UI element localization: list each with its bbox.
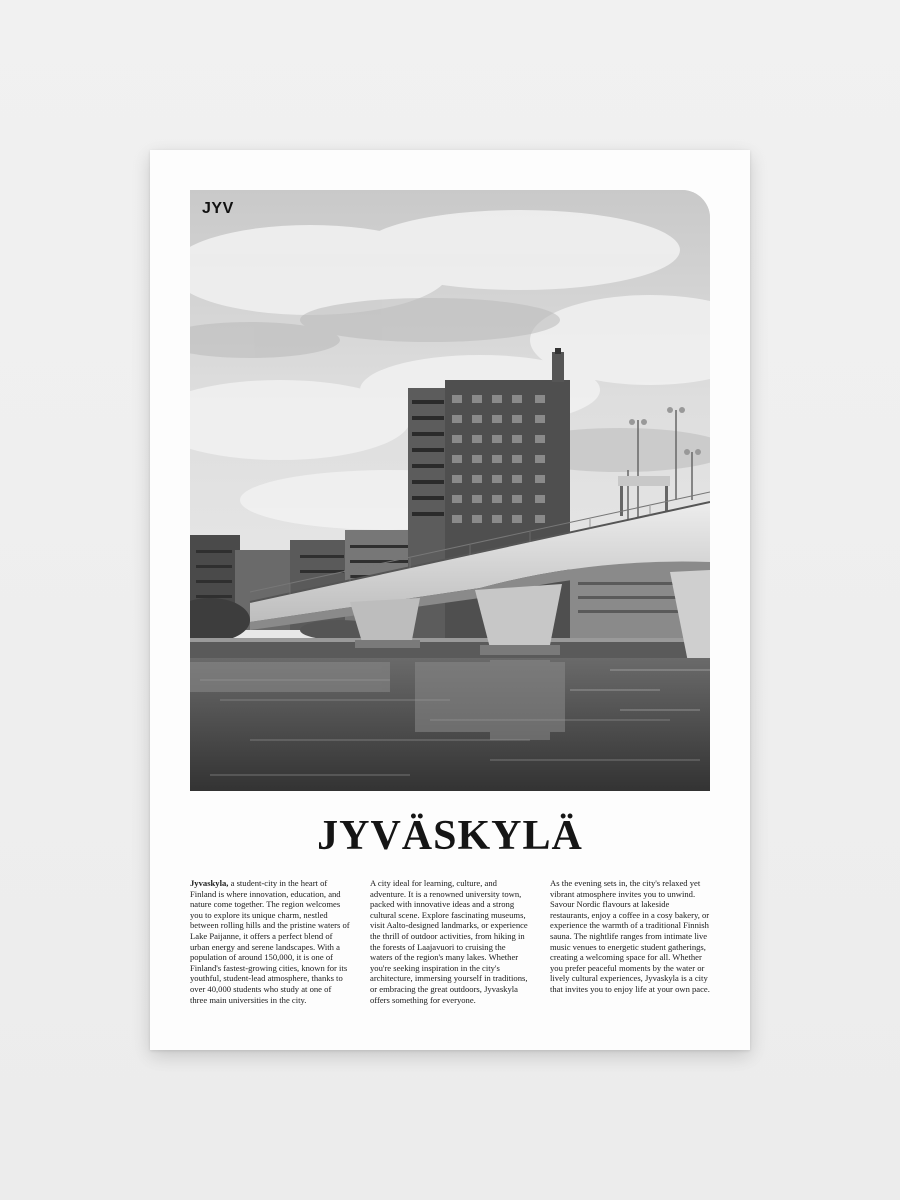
description-column-1	[190, 878, 350, 1005]
column-text: As the evening sets in, the city's relaxed yet vibrant atmosphere invites you to unwind. Savour Nordic flavours at lakeside restaurants, enjoy a coffee in a cosy bakery, or experience the warmth of a traditional Finnish sauna. The nightlife ranges from intimate live music venues to energetic student gatherings, creating a welcoming space for all. Whether you prefer peaceful moments by the water or lively cultural experiences, Jyvaskyla is a city that invites you to enjoy life at your own pace.	[550, 878, 710, 994]
description-column-2	[370, 878, 530, 1005]
bridge-cityscape-photo	[190, 190, 710, 791]
description-column-3	[550, 878, 710, 1005]
description-columns	[190, 878, 710, 1005]
poster	[150, 150, 750, 1050]
poster-title: JYVÄSKYLÄ	[317, 813, 583, 859]
column-text: A city ideal for learning, culture, and adventure. It is a renowned university town, packed with innovative ideas and a strong cultural scene. Explore fascinating museums, visit Aalto-designed landmarks, or experience the thrill of outdoor activities, from hiking in the forests of Laajavuori to cruising the waters of the region's many lakes. Whether you're seeking inspiration in the city's architecture, immersing yourself in traditions, or embracing the great outdoors, Jyvaskyla offers something for everyone.	[370, 878, 528, 1005]
column-lead: Jyvaskyla,	[190, 878, 229, 888]
column-text: a student-city in the heart of Finland is where innovation, education, and nature come together. The region welcomes you to explore its unique charm, nestled between rolling hills and the pristine waters of Lake Paijanne, it offers a perfect blend of urban energy and serene landscapes. With a population of around 150,000, it is one of Finland's fastest-growing cities, known for its youthful, student-lead atmosphere, thanks to over 40,000 students who study at one of three main universities in the city.	[190, 878, 350, 1005]
city-code: JYV	[202, 200, 234, 217]
